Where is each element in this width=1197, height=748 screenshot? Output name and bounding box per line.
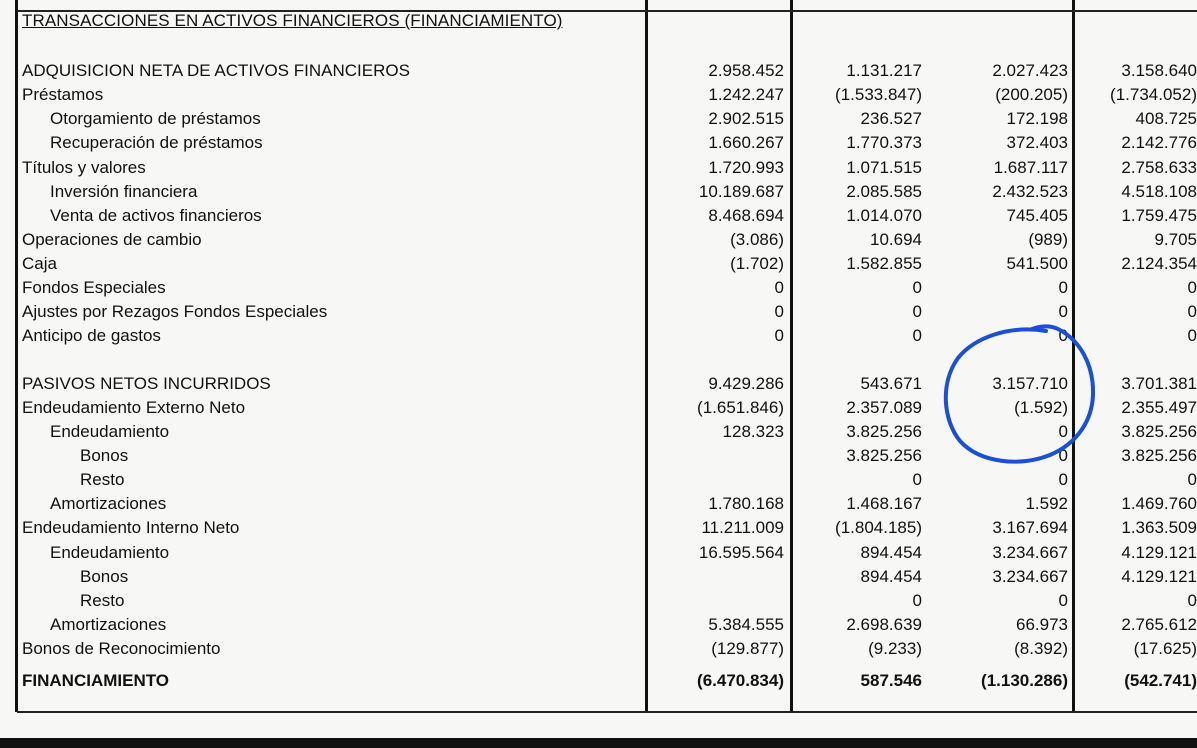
row-label: Recuperación de préstamos xyxy=(50,133,263,152)
table-row xyxy=(0,541,1197,565)
cell-value-col4: 2.765.612 xyxy=(1121,615,1197,634)
table-row xyxy=(0,492,1197,516)
row-label: Bonos xyxy=(80,567,129,586)
cell-value-col3: (989) xyxy=(1028,230,1068,249)
row-label: Otorgamiento de préstamos xyxy=(50,109,261,128)
row-label: Fondos Especiales xyxy=(22,278,166,297)
table-row xyxy=(0,396,1197,420)
table-row xyxy=(0,83,1197,107)
cell-value-col3: 3.234.667 xyxy=(992,543,1068,562)
cell-value-col1: 8.468.694 xyxy=(708,206,784,225)
cell-value-col4: 4.129.121 xyxy=(1121,567,1197,586)
cell-value-col1: (129.877) xyxy=(711,639,784,658)
cell-value-col4: 408.725 xyxy=(1135,109,1197,128)
cell-value-col4: 3.825.256 xyxy=(1121,422,1197,441)
cell-value-col4: (1.734.052) xyxy=(1110,85,1197,104)
cell-value-col3: (8.392) xyxy=(1014,639,1068,658)
cell-value-col3: (200.205) xyxy=(995,85,1068,104)
section-title: TRANSACCIONES EN ACTIVOS FINANCIEROS (FINANCIAMIENTO) xyxy=(22,11,563,30)
table-row xyxy=(0,444,1197,468)
cell-value-col3: 1.687.117 xyxy=(993,158,1068,177)
cell-value-col3: 0 xyxy=(1058,470,1068,489)
cell-value-col1: 10.189.687 xyxy=(698,182,784,201)
cell-value-col1: 0 xyxy=(774,326,784,345)
table-row xyxy=(0,204,1197,228)
row-label: Venta de activos financieros xyxy=(50,206,262,225)
table-row xyxy=(0,252,1197,276)
table-row xyxy=(0,180,1197,204)
table-row xyxy=(0,589,1197,613)
cell-value-col2: (1.533.847) xyxy=(835,85,922,104)
table-row xyxy=(0,468,1197,492)
cell-value-col4: 0 xyxy=(1187,591,1197,610)
row-label: Endeudamiento Interno Neto xyxy=(22,518,240,537)
cell-value-col4: 0 xyxy=(1187,326,1197,345)
table-row xyxy=(0,516,1197,540)
cell-value-col4: (542.741) xyxy=(1124,671,1197,690)
row-label: Endeudamiento xyxy=(50,543,170,562)
cell-value-col1: (3.086) xyxy=(730,230,784,249)
row-label: Bonos de Reconocimiento xyxy=(22,639,221,658)
cell-value-col1: (6.470.834) xyxy=(697,671,784,690)
cell-value-col4: 0 xyxy=(1187,278,1197,297)
cell-value-col4: 4.518.108 xyxy=(1121,182,1197,201)
cell-value-col4: 1.759.475 xyxy=(1121,206,1197,225)
row-label: Resto xyxy=(80,591,125,610)
cell-value-col4: 2.758.633 xyxy=(1121,158,1197,177)
cell-value-col1: 2.902.515 xyxy=(708,109,784,128)
row-label: Bonos xyxy=(80,446,129,465)
cell-value-col1: (1.702) xyxy=(730,254,784,273)
cell-value-col3: 1.592 xyxy=(1025,494,1068,513)
row-label: Títulos y valores xyxy=(22,158,146,177)
cell-value-col1: 0 xyxy=(774,278,784,297)
table-row xyxy=(0,107,1197,131)
cell-value-col3: 172.198 xyxy=(1006,109,1068,128)
cell-value-col2: 10.694 xyxy=(870,230,922,249)
cell-value-col2: 0 xyxy=(912,302,922,321)
cell-value-col3: 3.157.710 xyxy=(992,374,1068,393)
cell-value-col4: 1.469.760 xyxy=(1121,494,1197,513)
cell-value-col1: 1.780.168 xyxy=(708,494,784,513)
cell-value-col2: 0 xyxy=(912,591,922,610)
cell-value-col3: 0 xyxy=(1058,591,1068,610)
table-row xyxy=(0,420,1197,444)
cell-value-col2: (9.233) xyxy=(868,639,922,658)
row-label: ADQUISICION NETA DE ACTIVOS FINANCIEROS xyxy=(22,61,410,80)
table-bottom-rule xyxy=(17,711,1197,713)
row-label: Resto xyxy=(80,470,125,489)
cell-value-col2: 3.825.256 xyxy=(846,422,922,441)
row-label: Endeudamiento xyxy=(50,422,170,441)
table-total-row xyxy=(0,669,1197,693)
cell-value-col3: 372.403 xyxy=(1006,133,1068,152)
table-row xyxy=(0,637,1197,661)
cell-value-col3: 66.973 xyxy=(1016,615,1068,634)
cell-value-col4: 0 xyxy=(1187,302,1197,321)
cell-value-col3: (1.130.286) xyxy=(981,671,1068,690)
table-row xyxy=(0,276,1197,300)
cell-value-col2: 1.582.855 xyxy=(846,254,922,273)
cell-value-col2: 2.357.089 xyxy=(846,398,922,417)
cell-value-col4: 4.129.121 xyxy=(1121,543,1197,562)
cell-value-col3: 3.167.694 xyxy=(992,518,1068,537)
cell-value-col1: 1.720.993 xyxy=(708,158,784,177)
cell-value-col2: 1.131.217 xyxy=(846,61,922,80)
cell-value-col1: 11.211.009 xyxy=(701,518,784,537)
cell-value-col2: 1.468.167 xyxy=(846,494,922,513)
cell-value-col2: 0 xyxy=(912,326,922,345)
cell-value-col2: 587.546 xyxy=(860,671,922,690)
cell-value-col1: 1.242.247 xyxy=(708,85,784,104)
cell-value-col2: (1.804.185) xyxy=(835,518,922,537)
cell-value-col1: 9.429.286 xyxy=(708,374,784,393)
cell-value-col3: 3.234.667 xyxy=(992,567,1068,586)
cell-value-col4: 2.355.497 xyxy=(1121,398,1197,417)
cell-value-col4: 3.701.381 xyxy=(1121,374,1197,393)
cell-value-col3: 0 xyxy=(1058,302,1068,321)
cell-value-col2: 1.071.515 xyxy=(846,158,922,177)
cell-value-col1: 1.660.267 xyxy=(708,133,784,152)
table-row xyxy=(0,156,1197,180)
cell-value-col1: 5.384.555 xyxy=(708,615,784,634)
row-label: Amortizaciones xyxy=(50,615,167,634)
cell-value-col4: (17.625) xyxy=(1133,639,1197,658)
cell-value-col1: (1.651.846) xyxy=(697,398,784,417)
cell-value-col2: 543.671 xyxy=(860,374,922,393)
cell-value-col3: 2.432.523 xyxy=(992,182,1068,201)
cell-value-col3: 745.405 xyxy=(1006,206,1068,225)
table-row xyxy=(0,300,1197,324)
cell-value-col4: 3.158.640 xyxy=(1121,61,1197,80)
cell-value-col3: 541.500 xyxy=(1006,254,1068,273)
row-label: Anticipo de gastos xyxy=(22,326,161,345)
cell-value-col1: 16.595.564 xyxy=(698,543,784,562)
row-label: Amortizaciones xyxy=(50,494,167,513)
cell-value-col2: 236.527 xyxy=(860,109,922,128)
cell-value-col1: 2.958.452 xyxy=(708,61,784,80)
cell-value-col4: 0 xyxy=(1187,470,1197,489)
row-label: PASIVOS NETOS INCURRIDOS xyxy=(22,374,271,393)
row-label: Caja xyxy=(22,254,57,273)
cell-value-col2: 894.454 xyxy=(860,543,922,562)
cell-value-col2: 1.770.373 xyxy=(846,133,922,152)
cell-value-col4: 3.825.256 xyxy=(1121,446,1197,465)
row-label: Préstamos xyxy=(22,85,104,104)
cell-value-col3: (1.592) xyxy=(1014,398,1068,417)
cell-value-col2: 2.698.639 xyxy=(846,615,922,634)
cell-value-col2: 0 xyxy=(912,470,922,489)
row-label: Endeudamiento Externo Neto xyxy=(22,398,246,417)
cell-value-col1: 0 xyxy=(774,302,784,321)
table-row xyxy=(0,228,1197,252)
row-label: Inversión financiera xyxy=(50,182,198,201)
cell-value-col4: 9.705 xyxy=(1154,230,1197,249)
cell-value-col2: 894.454 xyxy=(860,567,922,586)
table-row xyxy=(0,372,1197,396)
cell-value-col4: 2.142.776 xyxy=(1121,133,1197,152)
row-label: Ajustes por Rezagos Fondos Especiales xyxy=(22,302,328,321)
row-label: FINANCIAMIENTO xyxy=(22,671,170,690)
row-label: Operaciones de cambio xyxy=(22,230,202,249)
cell-value-col4: 2.124.354 xyxy=(1121,254,1197,273)
cell-value-col3: 0 xyxy=(1058,422,1068,441)
cell-value-col4: 1.363.509 xyxy=(1121,518,1197,537)
table-row xyxy=(0,324,1197,348)
table-row xyxy=(0,565,1197,589)
cell-value-col3: 0 xyxy=(1058,446,1068,465)
table-row xyxy=(0,59,1197,83)
cell-value-col3: 0 xyxy=(1058,326,1068,345)
cell-value-col3: 0 xyxy=(1058,278,1068,297)
cell-value-col2: 1.014.070 xyxy=(846,206,922,225)
table-row xyxy=(0,613,1197,637)
cell-value-col2: 0 xyxy=(912,278,922,297)
page-bottom-edge xyxy=(0,738,1197,748)
cell-value-col3: 2.027.423 xyxy=(992,61,1068,80)
cell-value-col2: 3.825.256 xyxy=(846,446,922,465)
cell-value-col1: 128.323 xyxy=(722,422,784,441)
cell-value-col2: 2.085.585 xyxy=(846,182,922,201)
table-row xyxy=(0,131,1197,155)
